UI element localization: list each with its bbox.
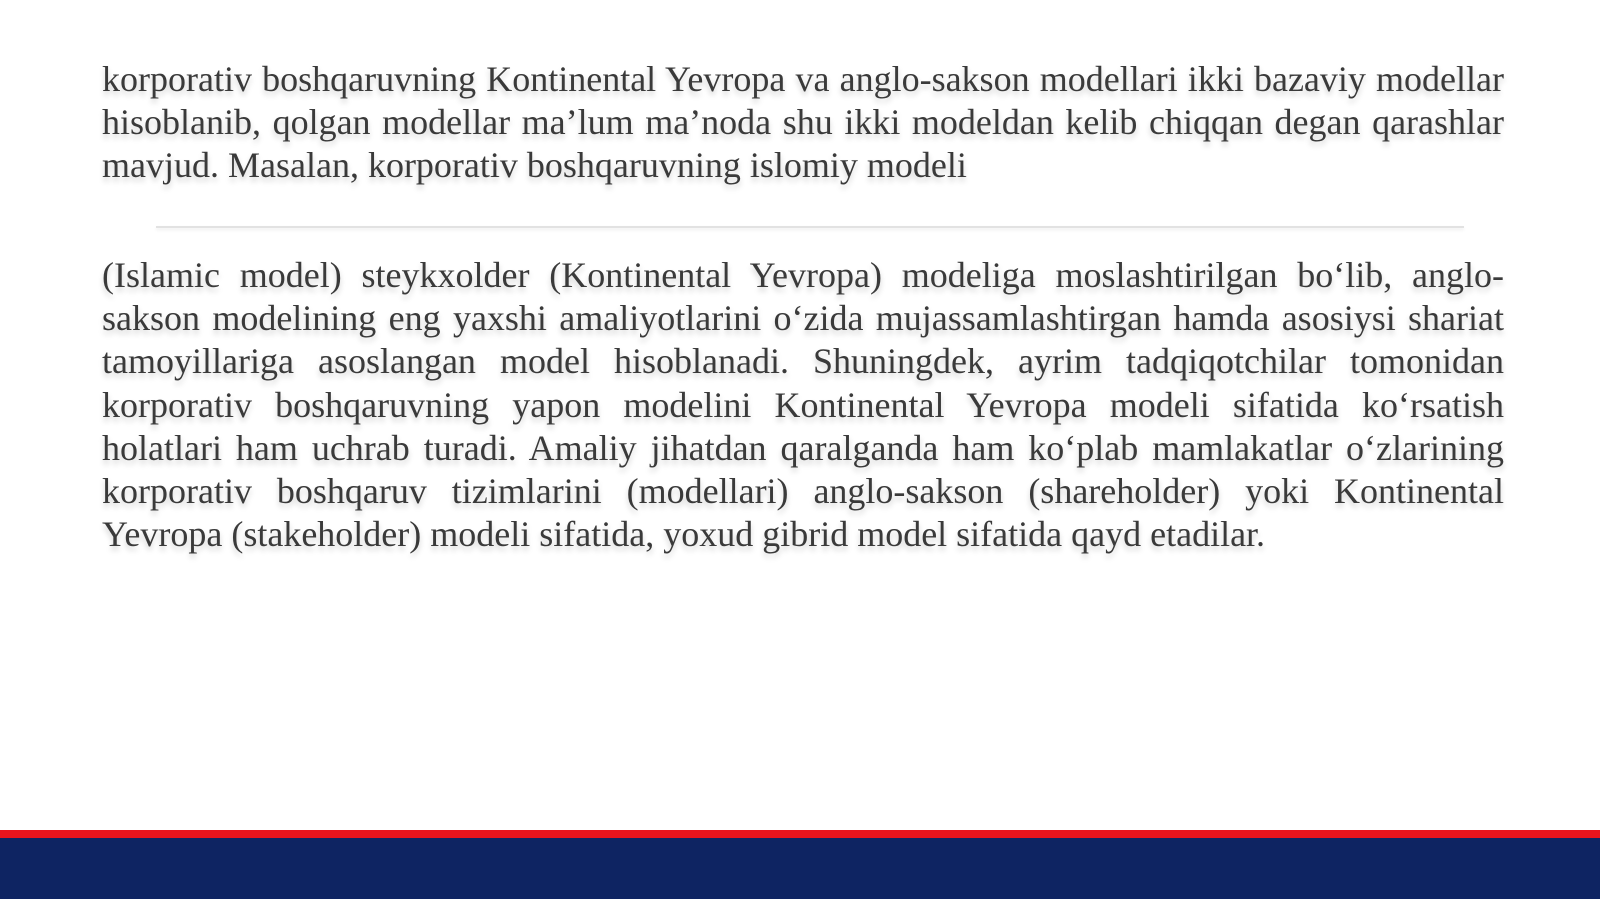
divider — [156, 226, 1464, 228]
footer-accent-stripe — [0, 830, 1600, 838]
paragraph-1: korporativ boshqaruvning Kontinental Yevropa va anglo-sakson modellari ikki bazaviy modellar hisoblanib, qolgan modellar ma’lum ma’noda shu ikki modeldan kelib chiqqan degan qarashlar mavjud. Masalan, korporativ boshqaruvning islomiy modeli — [102, 59, 1504, 186]
footer-band — [0, 838, 1600, 899]
paragraph-2: (Islamic model) steykxolder (Kontinental Yevropa) modeliga moslashtirilgan bo‘lib, anglo-sakson modelining eng yaxshi amaliyotlarini o‘zida mujassamlashtirgan hamda asosiysi shariat tamoyillariga asoslangan model hisoblanadi. Shuningdek, ayrim tadqiqotchilar tomonidan korporativ boshqaruvning yapon modelini Kontinental Yevropa modeli sifatida ko‘rsatish holatlari ham uchrab turadi. Amaliy jihatdan qaralganda ham ko‘plab mamlakatlar o‘zlarining korporativ boshqaruv tizimlarini (modellari) anglo-sakson (shareholder) yoki Kontinental Yevropa (stakeholder) modeli sifatida, yoxud gibrid model sifatida qayd etadilar. — [102, 255, 1504, 555]
